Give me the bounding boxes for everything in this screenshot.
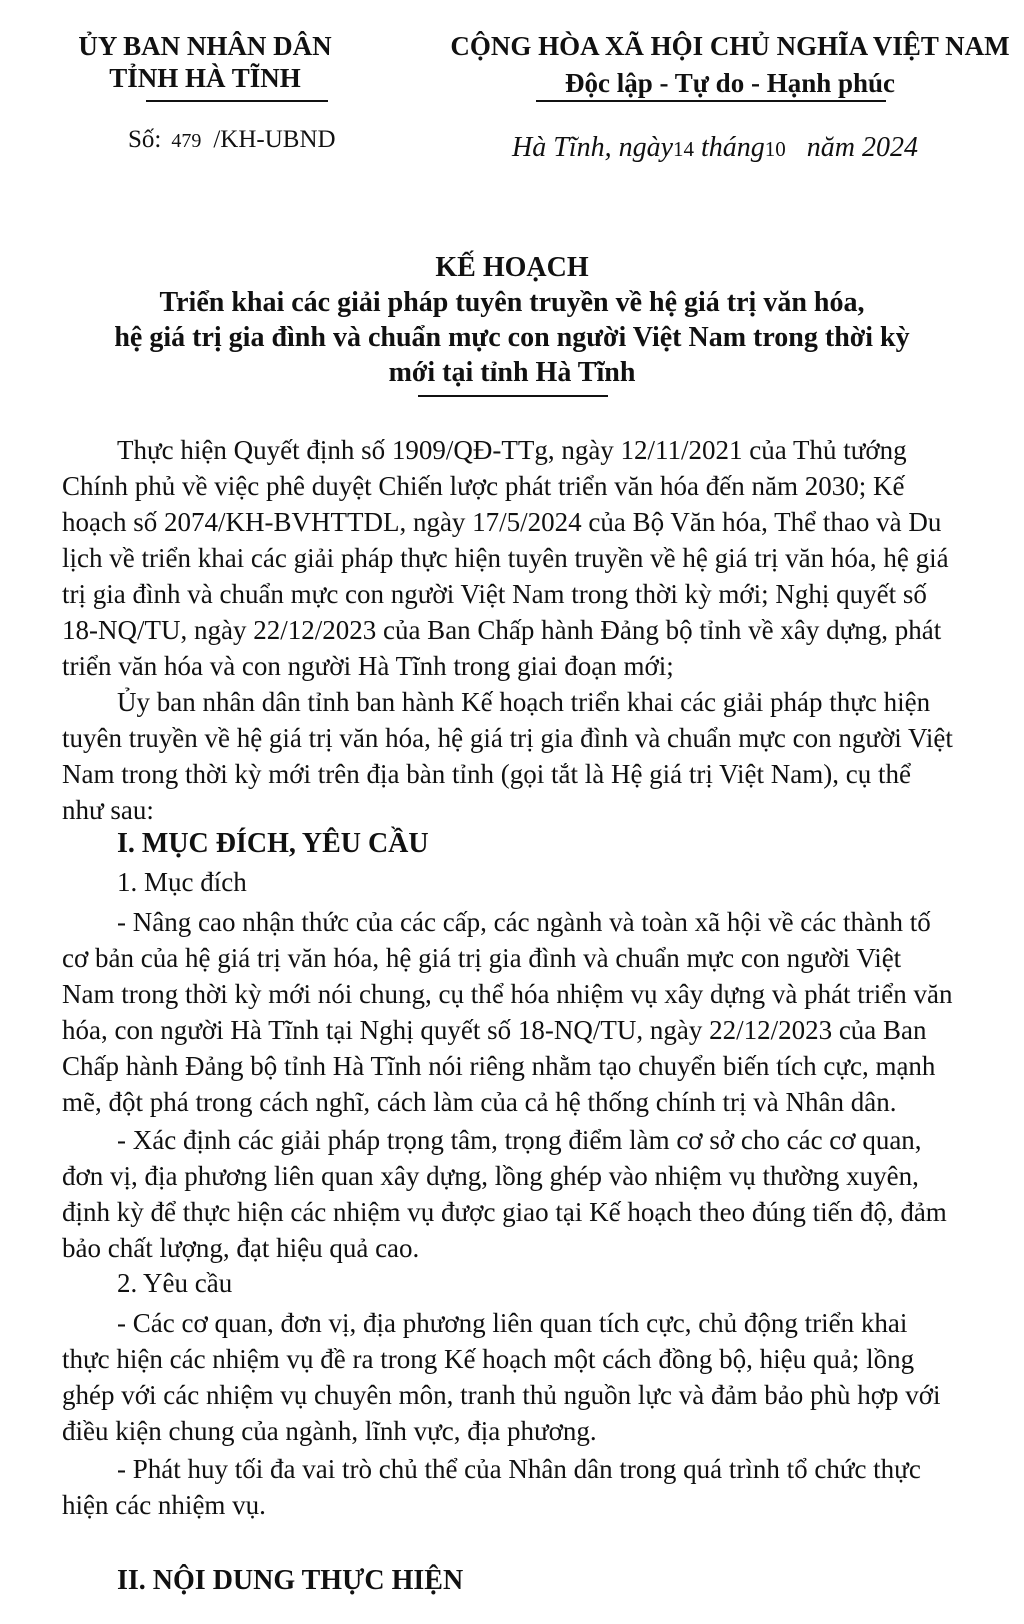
date-year: năm 2024 xyxy=(806,132,919,163)
date-month: 10 xyxy=(764,137,786,161)
req-a-line: - Các cơ quan, đơn vị, địa phương liên quan tích cực, chủ động triển khai xyxy=(117,1308,908,1338)
intro-line: Thực hiện Quyết định số 1909/QĐ-TTg, ngày 12/11/2021 của Thủ tướng xyxy=(117,435,907,465)
doc-number-value: 479 xyxy=(171,130,202,152)
purpose-a-line: Chấp hành Đảng bộ tỉnh Hà Tĩnh nói riêng nhằm tạo chuyển biến tích cực, mạnh xyxy=(62,1051,936,1081)
national-title: CỘNG HÒA XÃ HỘI CHỦ NGHĨA VIỆT NAM xyxy=(450,31,1010,61)
intro-line: hoạch số 2074/KH-BVHTTDL, ngày 17/5/2024 của Bộ Văn hóa, Thể thao và Du xyxy=(62,507,942,537)
purpose-b-line: - Xác định các giải pháp trọng tâm, trọng điểm làm cơ sở cho các cơ quan, xyxy=(117,1125,922,1155)
purpose-a-line: - Nâng cao nhận thức của các cấp, các ngành và toàn xã hội về các thành tố xyxy=(117,907,931,937)
purpose-item-b xyxy=(62,1122,982,1266)
date-place: Hà Tĩnh, ngày xyxy=(512,132,673,163)
doc-number-suffix: /KH-UBND xyxy=(213,126,336,153)
issue-date xyxy=(512,132,918,164)
req-b-line: - Phát huy tối đa vai trò chủ thể của Nhân dân trong quá trình tổ chức thực xyxy=(117,1454,921,1484)
doc-number-prefix: Số: xyxy=(128,126,162,153)
subsection-1-heading: 1. Mục đích xyxy=(117,867,247,897)
intro-line: lịch về triển khai các giải pháp thực hiện tuyên truyền về hệ giá trị văn hóa, hệ giá xyxy=(62,543,949,573)
date-month-word: tháng xyxy=(701,132,765,163)
intro-line: 18-NQ/TU, ngày 22/12/2023 của Ban Chấp hành Đảng bộ tỉnh về xây dựng, phát xyxy=(62,615,942,645)
intro-line: triển văn hóa và con người Hà Tĩnh trong giai đoạn mới; xyxy=(62,651,674,681)
issuing-org-line1: ỦY BAN NHÂN DÂN xyxy=(78,31,332,61)
section-1-heading: I. MỤC ĐÍCH, YÊU CẦU xyxy=(117,828,429,859)
doc-title: KẾ HOẠCH xyxy=(435,252,589,283)
national-motto: Độc lập - Tự do - Hạnh phúc xyxy=(564,68,896,98)
req-b-line: hiện các nhiệm vụ. xyxy=(62,1490,266,1520)
purpose-a-line: hóa, con người Hà Tĩnh tại Nghị quyết số 18-NQ/TU, ngày 22/12/2023 của Ban xyxy=(62,1015,927,1045)
issue-line: Ủy ban nhân dân tỉnh ban hành Kế hoạch triển khai các giải pháp thực hiện xyxy=(117,687,931,717)
purpose-item-a xyxy=(62,904,982,1120)
doc-number xyxy=(128,126,336,154)
requirement-item-a xyxy=(62,1305,982,1449)
purpose-b-line: bảo chất lượng, đạt hiệu quả cao. xyxy=(62,1233,420,1263)
req-a-line: điều kiện chung của ngành, lĩnh vực, địa phương. xyxy=(62,1416,597,1446)
issue-paragraph xyxy=(62,684,982,828)
section-2-heading: II. NỘI DUNG THỰC HIỆN xyxy=(117,1565,464,1596)
doc-subtitle-line2: hệ giá trị gia đình và chuẩn mực con người Việt Nam trong thời kỳ xyxy=(114,322,910,353)
purpose-a-line: Nam trong thời kỳ mới nói chung, cụ thể hóa nhiệm vụ xây dựng và phát triển văn xyxy=(62,979,953,1009)
org-underline xyxy=(146,100,328,102)
subsection-2-heading: 2. Yêu cầu xyxy=(117,1268,233,1298)
purpose-a-line: cơ bản của hệ giá trị văn hóa, hệ giá trị gia đình và chuẩn mực con người Việt xyxy=(62,943,902,973)
motto-underline xyxy=(536,100,886,102)
title-underline xyxy=(418,395,608,397)
issue-line: như sau: xyxy=(62,795,154,825)
purpose-b-line: định kỳ để thực hiện các nhiệm vụ được giao tại Kế hoạch theo đúng tiến độ, đảm xyxy=(62,1197,947,1227)
intro-line: Chính phủ về việc phê duyệt Chiến lược phát triển văn hóa đến năm 2030; Kế xyxy=(62,471,905,501)
doc-subtitle-line3: mới tại tỉnh Hà Tĩnh xyxy=(388,357,636,388)
date-day: 14 xyxy=(673,137,694,161)
issue-line: Nam trong thời kỳ mới trên địa bàn tỉnh (gọi tắt là Hệ giá trị Việt Nam), cụ thể xyxy=(62,759,911,789)
requirement-item-b xyxy=(62,1451,982,1523)
purpose-a-line: mẽ, đột phá trong cách nghĩ, cách làm của cả hệ thống chính trị và Nhân dân. xyxy=(62,1087,897,1117)
issuing-org-line2: TỈNH HÀ TĨNH xyxy=(109,63,301,93)
issue-line: tuyên truyền về hệ giá trị văn hóa, hệ giá trị gia đình và chuẩn mực con người Việt xyxy=(62,723,953,753)
doc-subtitle-line1: Triển khai các giải pháp tuyên truyền về hệ giá trị văn hóa, xyxy=(159,287,865,318)
intro-paragraph xyxy=(62,432,982,684)
intro-line: trị gia đình và chuẩn mực con người Việt Nam trong thời kỳ mới; Nghị quyết số xyxy=(62,579,927,609)
req-a-line: thực hiện các nhiệm vụ đề ra trong Kế hoạch một cách đồng bộ, hiệu quả; lồng xyxy=(62,1344,915,1374)
req-a-line: ghép với các nhiệm vụ chuyên môn, tranh thủ nguồn lực và đảm bảo phù hợp với xyxy=(62,1380,941,1410)
purpose-b-line: đơn vị, địa phương liên quan xây dựng, lồng ghép vào nhiệm vụ thường xuyên, xyxy=(62,1161,919,1191)
